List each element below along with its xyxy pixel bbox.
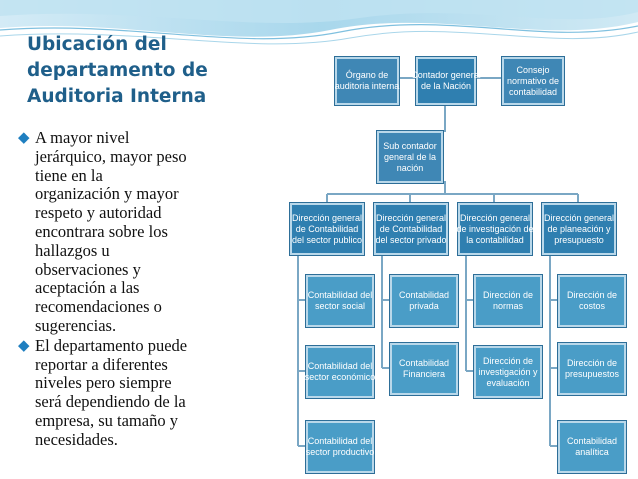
bullet-line: niveles pero siempre <box>35 373 172 393</box>
org-box-line: contabilidad <box>508 86 558 97</box>
org-box-consejo-normativo <box>502 57 564 105</box>
org-box-line: Contabilidad <box>398 358 450 368</box>
bullet-line: aceptación a las <box>35 278 140 298</box>
title-line: Auditoria Interna <box>27 86 207 107</box>
bullet-line: tiene en la <box>35 165 103 185</box>
org-box-line: de Contabilidad <box>379 223 443 234</box>
org-box-line: presupuestos <box>564 369 620 379</box>
org-box-line: Contabilidad del <box>307 290 373 300</box>
org-box-auditoria-interna <box>335 57 399 105</box>
org-box-line: evaluación <box>486 377 530 388</box>
bullet-line: respeto y autoridad <box>35 203 162 223</box>
bullet-line: observaciones y <box>35 259 141 279</box>
org-box-sub-contador <box>377 131 443 183</box>
org-box-line: privada <box>409 301 439 311</box>
bullet-marker-icon: ◆ <box>18 337 30 354</box>
org-box-line: Sub contador <box>383 140 437 151</box>
org-box-line: Dirección de <box>566 290 618 300</box>
org-box-line: de Contabilidad <box>295 223 359 234</box>
org-box-contabilidad-privada <box>390 275 458 327</box>
bullet-line: encontrara sobre los <box>35 221 168 241</box>
org-box-contador-general <box>411 57 481 105</box>
bullet-line: será dependiendo de la <box>35 392 186 412</box>
org-box-direccion-sector-privado <box>374 203 448 255</box>
org-box-direccion-presupuestos <box>558 343 626 395</box>
org-box-direccion-sector-publico <box>290 203 364 255</box>
org-box-line: Financiera <box>402 369 446 379</box>
bullet-line: El departamento puede <box>35 335 188 355</box>
bullet-line: jerárquico, mayor peso <box>35 146 187 166</box>
org-box-line: Dirección general <box>375 212 447 223</box>
org-box-line: Dirección general <box>291 212 363 223</box>
org-box-line: del sector publico <box>291 234 363 245</box>
org-box-line: sector productivo <box>305 447 375 457</box>
org-box-direccion-normas <box>474 275 542 327</box>
org-box-line: la contabilidad <box>466 234 524 245</box>
bullet-line: hallazgos u <box>35 240 110 260</box>
org-box-line: general de la <box>383 151 437 162</box>
org-box-contabilidad-analitica <box>558 421 626 473</box>
org-box-direccion-planeacion <box>542 203 616 255</box>
org-box-direccion-costos <box>558 275 626 327</box>
org-box-line: Dirección de <box>482 355 534 366</box>
org-box-line: sector económico <box>304 372 376 382</box>
title-line: departamento de <box>27 60 208 81</box>
org-box-contabilidad-sector-economico <box>306 346 374 398</box>
org-box-contabilidad-sector-social <box>306 275 374 327</box>
org-box-line: sector social <box>314 301 366 311</box>
org-box-line: de la Nación <box>420 81 472 91</box>
org-box-line: Órgano de <box>345 70 389 80</box>
org-box-line: de investigación de <box>456 223 534 234</box>
org-box-line: presupuesto <box>554 234 604 245</box>
org-box-line: Dirección de <box>482 290 534 300</box>
org-box-contabilidad-sector-productivo <box>306 421 374 473</box>
bullet-line: empresa, su tamaño y <box>35 410 178 430</box>
org-box-direccion-investigacion <box>458 203 532 255</box>
org-box-line: costos <box>578 301 605 311</box>
bullet-line: recomendaciones o <box>35 297 162 317</box>
org-box-line: normativo de <box>506 75 560 86</box>
org-box-line: Contabilidad del <box>307 361 373 371</box>
bullet-line: A mayor nivel <box>35 128 130 147</box>
bullet-line: organización y mayor <box>35 184 179 204</box>
org-box-line: auditoria interna <box>334 81 400 91</box>
org-box-contabilidad-financiera <box>390 343 458 395</box>
org-box-line: normas <box>492 301 523 311</box>
org-box-line: nación <box>396 162 424 173</box>
org-box-line: Consejo <box>516 64 550 75</box>
org-box-line: Contabilidad del <box>307 436 373 446</box>
title-line: Ubicación del <box>27 34 167 55</box>
bullet-marker-icon: ◆ <box>18 130 30 146</box>
org-box-line: Dirección general <box>543 212 615 223</box>
org-box-direccion-investigacion-evaluacion <box>474 346 542 398</box>
org-box-line: Contador general <box>411 70 481 80</box>
bullet-line: sugerencias. <box>35 315 117 335</box>
org-box-line: investigación y <box>478 366 538 377</box>
org-box-line: de planeación y <box>547 223 611 234</box>
org-box-line: del sector privado <box>375 234 447 245</box>
org-box-line: Contabilidad <box>398 290 450 300</box>
org-box-line: Dirección general <box>459 212 531 223</box>
org-box-line: analítica <box>575 447 609 457</box>
org-box-line: Dirección de <box>566 358 618 368</box>
bullet-line: reportar a diferentes <box>35 354 168 374</box>
org-box-line: Contabilidad <box>566 436 618 446</box>
bullet-line: necesidades. <box>35 429 118 449</box>
